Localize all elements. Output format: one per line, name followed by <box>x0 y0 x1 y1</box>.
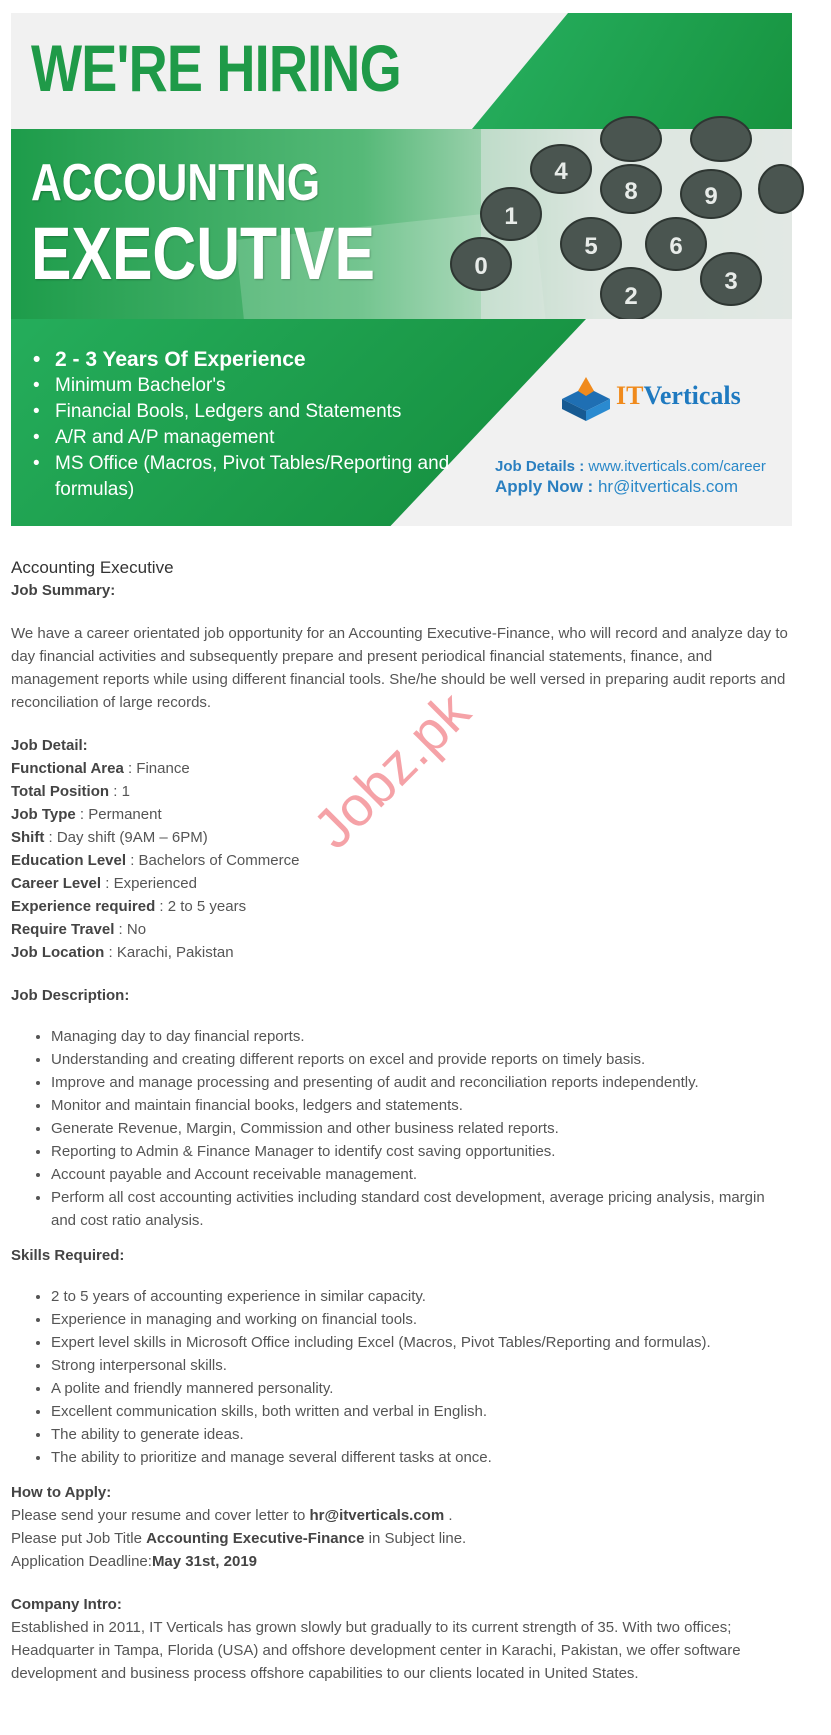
key-label: 0 <box>474 253 488 280</box>
list-item: • The ability to generate ideas. <box>51 1423 791 1446</box>
banner-requirement: • Financial Bools, Ledgers and Statements <box>55 399 455 425</box>
list-item: • 2 to 5 years of accounting experience in similar capacity. <box>51 1285 791 1308</box>
detail-label: Shift <box>11 829 45 846</box>
watermark: Jobz.pk <box>300 679 482 861</box>
banner-requirement: • Minimum Bachelor's <box>55 373 455 399</box>
logo-wordmark <box>616 381 741 411</box>
calculator-photo <box>11 129 792 319</box>
key-label: 3 <box>724 268 738 295</box>
detail-label: Career Level <box>11 875 102 892</box>
post-title: Accounting Executive <box>11 558 174 577</box>
key-label: 9 <box>704 183 718 210</box>
apply-job-title: Accounting Executive-Finance <box>146 1530 365 1547</box>
job-summary-heading: Job Summary: <box>11 582 116 599</box>
detail-label: Job Type <box>11 806 76 823</box>
job-detail-list <box>11 757 791 964</box>
deadline-value: May 31st, 2019 <box>151 1553 258 1570</box>
job-post-body <box>11 556 791 1685</box>
detail-label: Total Position <box>11 783 110 800</box>
key-label: 5 <box>584 233 598 260</box>
apply-now-label: Apply Now : <box>495 477 594 496</box>
banner-requirement: • 2 - 3 Years Of Experience <box>55 347 455 373</box>
hiring-title: WE'RE HIRING <box>31 31 401 105</box>
list-item: • Understanding and creating different reports on excel and provide reports on timely basis. <box>51 1048 791 1071</box>
job-title-line2: EXECUTIVE <box>31 212 375 295</box>
detail-label: Education Level <box>11 852 127 869</box>
list-item: • Improve and manage processing and presenting of audit and reconciliation reports independently. <box>51 1071 791 1094</box>
job-details-link[interactable]: www.itverticals.com/career <box>588 458 766 475</box>
banner-requirement: • MS Office (Macros, Pivot Tables/Reporting and formulas) <box>55 451 455 503</box>
list-item: • Reporting to Admin & Finance Manager to identify cost saving opportunities. <box>51 1140 791 1163</box>
detail-value: : Finance <box>123 760 190 777</box>
job-title-line1: ACCOUNTING <box>31 154 320 212</box>
how-to-apply-heading: How to Apply: <box>11 1484 112 1501</box>
key-label: 6 <box>669 233 683 260</box>
apply-text: Please send your resume and cover letter to <box>11 1507 310 1524</box>
banner-contact <box>495 457 785 497</box>
skills-list <box>11 1285 791 1469</box>
list-item: • Strong interpersonal skills. <box>51 1354 791 1377</box>
apply-text: in Subject line. <box>364 1530 467 1547</box>
apply-instruction-email <box>11 1504 791 1527</box>
apply-text: . <box>444 1507 453 1524</box>
job-details-label: Job Details : <box>495 458 585 475</box>
detail-value: : Day shift (9AM – 6PM) <box>44 829 208 846</box>
logo-verticals-text: Verticals <box>643 381 741 410</box>
logo-it-text: IT <box>616 381 644 410</box>
list-item: • Expert level skills in Microsoft Office including Excel (Macros, Pivot Tables/Reporting and formulas). <box>51 1331 791 1354</box>
key-label: 1 <box>504 203 518 230</box>
list-item: • The ability to prioritize and manage several different tasks at once. <box>51 1446 791 1469</box>
apply-text: Please put Job Title <box>11 1530 147 1547</box>
key-label: 2 <box>624 283 638 310</box>
detail-value: : 2 to 5 years <box>155 898 247 915</box>
detail-value: : Karachi, Pakistan <box>104 944 234 961</box>
calculator-keypad-icon <box>474 129 792 319</box>
detail-value: : No <box>114 921 147 938</box>
detail-label: Job Location <box>11 944 105 961</box>
key-label: 8 <box>624 178 638 205</box>
detail-value: : Bachelors of Commerce <box>126 852 300 869</box>
detail-row <box>11 872 791 895</box>
detail-label: Experience required <box>11 898 156 915</box>
list-item: • Managing day to day financial reports. <box>51 1025 791 1048</box>
detail-row <box>11 849 791 872</box>
detail-row <box>11 918 791 941</box>
list-item: • Account payable and Account receivable management. <box>51 1163 791 1186</box>
detail-value: : Permanent <box>75 806 162 823</box>
green-corner-shape <box>472 13 792 129</box>
detail-value: : 1 <box>109 783 130 800</box>
list-item: • Excellent communication skills, both written and verbal in English. <box>51 1400 791 1423</box>
banner-requirement: • A/R and A/P management <box>55 425 455 451</box>
job-summary-text: We have a career orientated job opportunity for an Accounting Executive-Finance, who will record and analyze day to day financial activities and subsequently prepare and present periodical financial statements, finance, and management reports while using different financial tools. She/he should be well versed in preparing audit reports and reconciliation of large records. <box>11 625 788 711</box>
detail-label: Require Travel <box>11 921 115 938</box>
itverticals-logo-icon <box>556 369 616 429</box>
apply-now-email[interactable]: hr@itverticals.com <box>597 477 739 496</box>
list-item: • Monitor and maintain financial books, ledgers and statements. <box>51 1094 791 1117</box>
skills-heading: Skills Required: <box>11 1247 125 1264</box>
detail-row <box>11 780 791 803</box>
list-item: • A polite and friendly mannered personality. <box>51 1377 791 1400</box>
detail-row <box>11 826 791 849</box>
application-deadline <box>11 1550 791 1573</box>
company-intro-text: Established in 2011, IT Verticals has grown slowly but gradually to its current strength of 35. With two offices; Headquarter in Tampa, Florida (USA) and offshore development center in Karachi, Pakistan, we offer software development and business process offshore capabilities to our clients located in United States. <box>11 1619 741 1682</box>
banner-requirements-list <box>31 347 455 503</box>
apply-email[interactable]: hr@itverticals.com <box>309 1507 445 1524</box>
list-item: • Experience in managing and working on financial tools. <box>51 1308 791 1331</box>
hiring-banner <box>11 13 792 526</box>
hiring-strip <box>11 13 792 129</box>
detail-row <box>11 757 791 780</box>
itverticals-logo <box>556 369 776 429</box>
detail-row <box>11 941 791 964</box>
list-item: • Perform all cost accounting activities including standard cost development, average pricing analysis, margin and cost ratio analysis. <box>51 1186 791 1232</box>
job-description-heading: Job Description: <box>11 987 130 1004</box>
job-detail-heading: Job Detail: <box>11 737 88 754</box>
key-label: 4 <box>554 158 568 185</box>
apply-instruction-subject <box>11 1527 791 1550</box>
list-item: • Generate Revenue, Margin, Commission and other business related reports. <box>51 1117 791 1140</box>
requirements-strip <box>11 319 792 526</box>
company-intro-heading: Company Intro: <box>11 1596 122 1613</box>
deadline-label: Application Deadline: <box>11 1553 152 1570</box>
detail-row <box>11 895 791 918</box>
detail-row <box>11 803 791 826</box>
job-description-list <box>11 1025 791 1232</box>
detail-label: Functional Area <box>11 760 124 777</box>
detail-value: : Experienced <box>101 875 197 892</box>
